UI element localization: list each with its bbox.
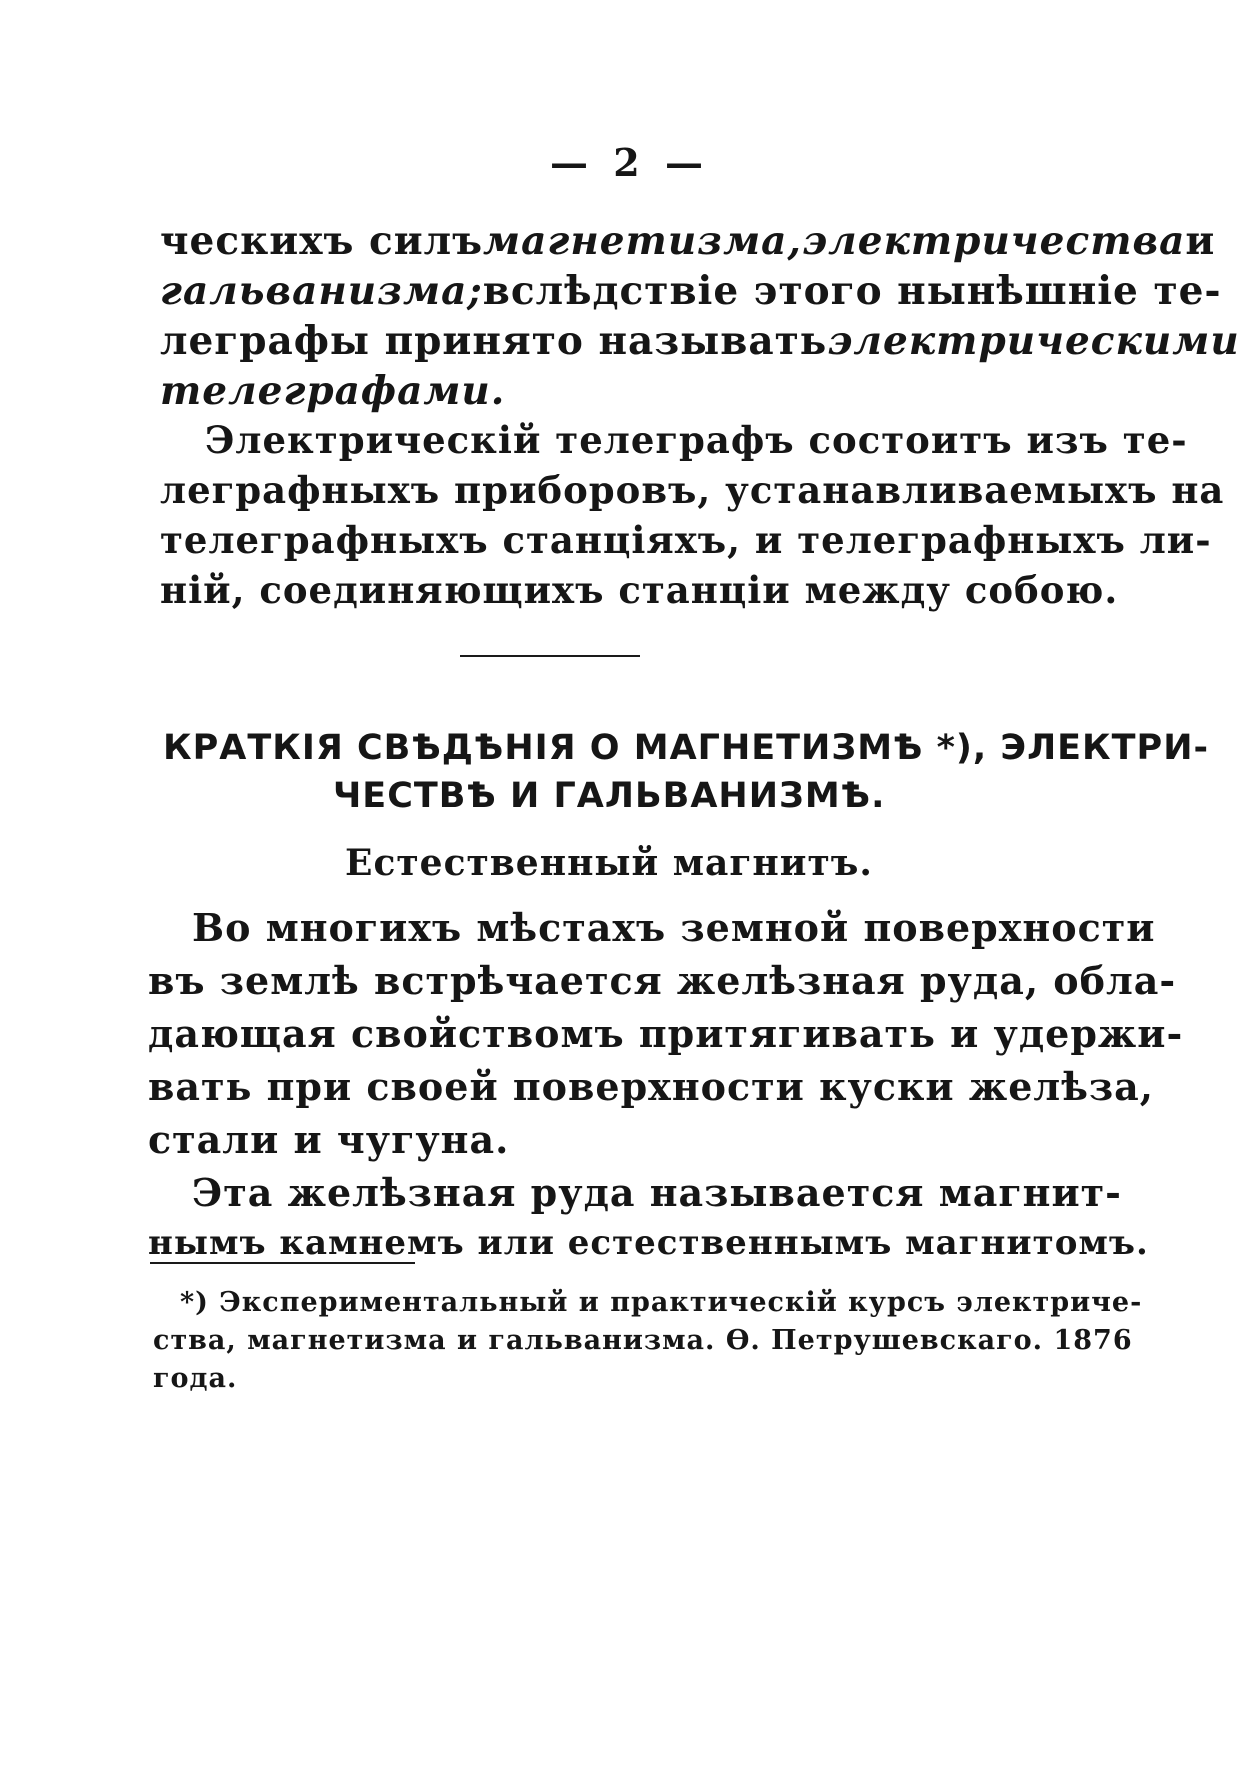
text-run: ческихъ силъ [160, 218, 484, 264]
italic-term: телеграфами. [160, 368, 506, 414]
paragraph1-line3 [160, 318, 1240, 364]
footnote-line: ства, магнетизма и гальванизма. Ѳ. Петрушевскаго. 1876 [153, 1325, 1133, 1356]
paragraph3-line: вать при своей поверхности куски желѣза, [148, 1064, 1155, 1109]
paragraph2-line: леграфныхъ приборовъ, устанавливаемыхъ на [160, 468, 1225, 512]
paragraph2-line: ній, соединяющихъ станціи между собою. [160, 568, 1119, 612]
text-run: и [1185, 218, 1216, 264]
text-run: леграфы принято называть [160, 318, 828, 364]
paragraph4-line: Эта желѣзная руда называется магнит- [192, 1170, 1122, 1215]
paragraph1-line1 [160, 218, 1216, 264]
paragraph3-line: въ землѣ встрѣчается желѣзная руда, обла- [148, 958, 1177, 1003]
italic-term: электричества [802, 218, 1186, 264]
page-number: — 2 — [550, 140, 709, 185]
paragraph2-line: телеграфныхъ станціяхъ, и телеграфныхъ ли- [160, 518, 1212, 562]
subheading: Естественный магнитъ. [345, 842, 873, 884]
section-divider [460, 655, 640, 657]
italic-term: электрическими [827, 318, 1240, 364]
section-heading-line2: ЧЕСТВѢ И ГАЛЬВАНИЗМѢ. [333, 776, 886, 816]
paragraph3-line: дающая свойствомъ притягивать и удержи- [148, 1011, 1184, 1056]
italic-term: магнетизма, [483, 218, 802, 264]
paragraph3-line: Во многихъ мѣстахъ земной поверхности [192, 905, 1156, 950]
italic-term: гальванизма; [160, 268, 483, 314]
paragraph1-line2 [160, 268, 1222, 314]
section-heading-line1: КРАТКІЯ СВѢДѢНІЯ О МАГНЕТИЗМѢ *), ЭЛЕКТРИ- [163, 728, 1210, 768]
text-run: вслѣдствіе этого нынѣшніе те- [482, 268, 1222, 314]
paragraph4-line: нымъ камнемъ или естественнымъ магнитомъ. [148, 1223, 1149, 1263]
footnote-divider [150, 1262, 415, 1264]
paragraph3-line: стали и чугуна. [148, 1117, 510, 1162]
paragraph2-line: Электрическій телеграфъ состоитъ изъ те- [205, 418, 1188, 462]
footnote-line: *) Экспериментальный и практическій курсъ электриче- [180, 1287, 1143, 1318]
paragraph1-line4 [160, 368, 505, 414]
footnote-line: года. [153, 1363, 238, 1394]
